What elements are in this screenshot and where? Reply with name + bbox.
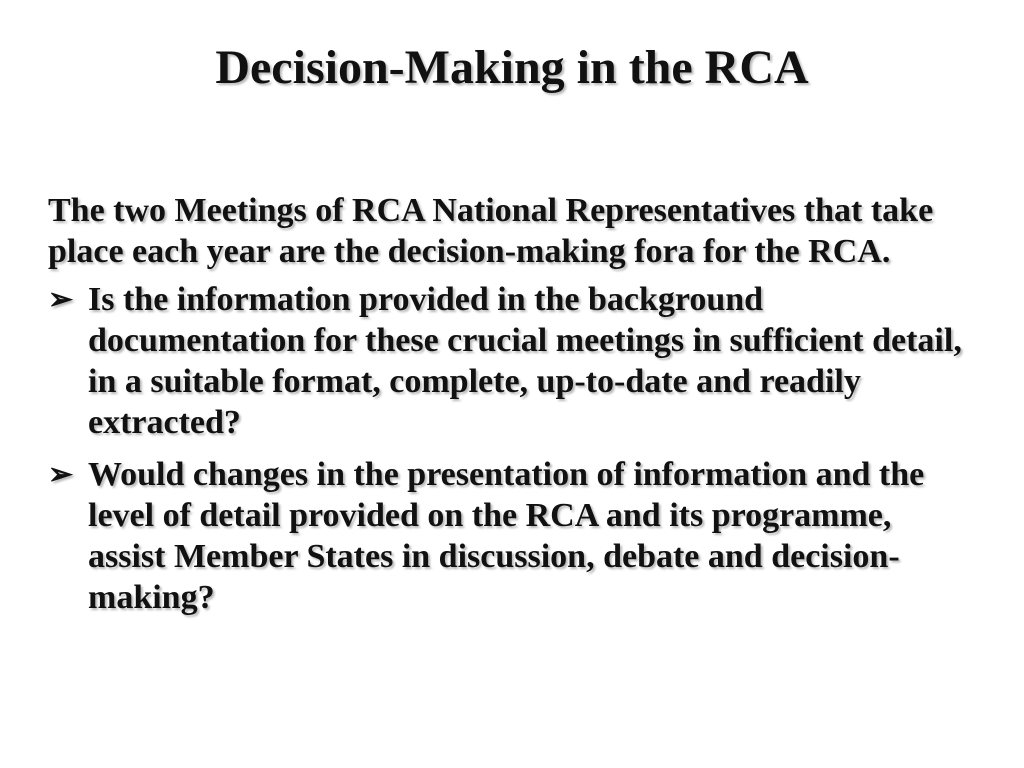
arrow-bullet-icon: ➢ [48,458,74,491]
intro-paragraph: The two Meetings of RCA National Representatives that take place each year are the decision-making fora for the RCA. [48,192,934,270]
bullet-text: Would changes in the presentation of information and the level of detail provided on the RCA and its programme, assist Member States in discussion, debate and decision-making? [88,456,925,616]
bullet-item [48,279,968,443]
arrow-bullet-icon: ➢ [48,283,74,316]
slide-content [48,190,968,629]
bullet-list [48,279,968,618]
bullet-item [48,454,968,618]
bullet-text: Is the information provided in the background documentation for these crucial meetings in sufficient detail, in a suitable format, complete, up-to-date and readily extracted? [88,281,962,441]
slide-title: Decision-Making in the RCA [215,41,809,94]
